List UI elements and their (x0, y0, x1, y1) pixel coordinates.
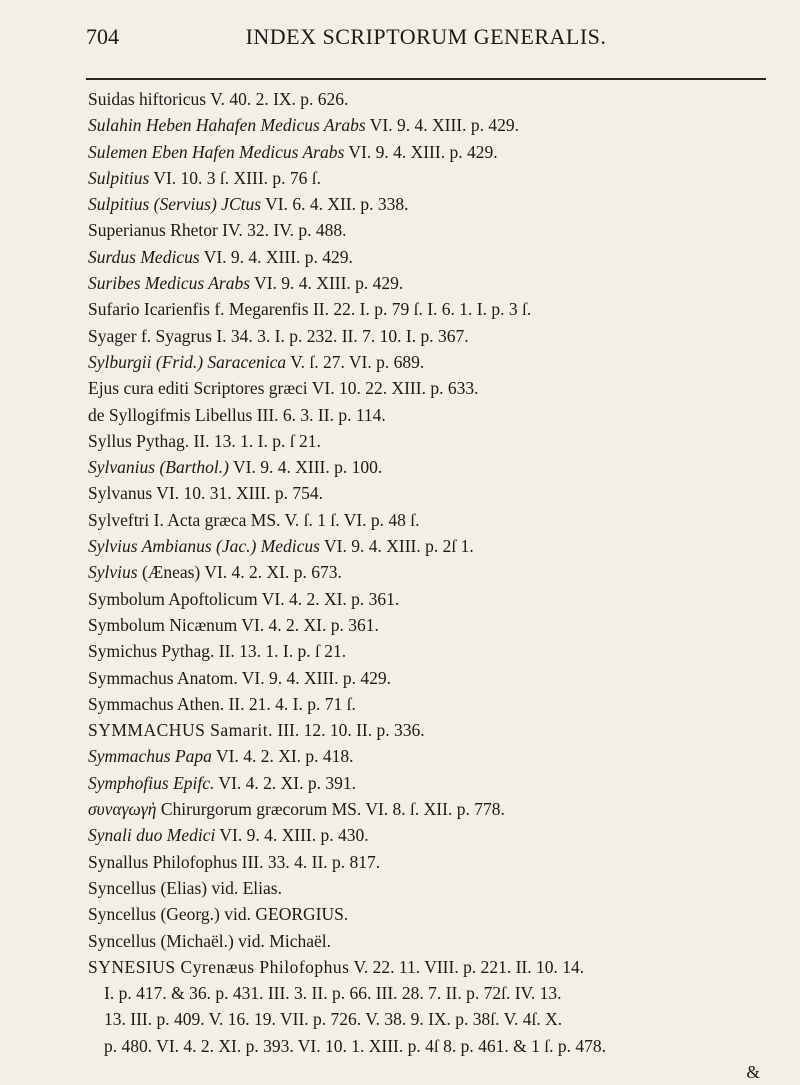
entry-references: & (746, 1061, 760, 1082)
index-entries (88, 86, 788, 1085)
index-entry (88, 665, 788, 691)
entry-name: Symichus Pythag. (88, 641, 215, 662)
entry-name: Symbolum Apoftolicum (88, 588, 258, 609)
entry-references: V. 22. 11. VIII. p. 221. II. 10. 14. (349, 956, 585, 977)
index-entry (88, 217, 788, 243)
entry-references: VI. 9. 4. XIII. p. 429. (344, 141, 498, 162)
entry-name: Synali duo Medici (88, 825, 216, 846)
entry-name: Ejus cura editi Scriptores græci (88, 378, 308, 399)
entry-name: Syncellus (88, 877, 157, 898)
entry-name: Symmachus Papa (88, 746, 212, 767)
index-entry (88, 586, 788, 612)
entry-references: VI. 9. 4. XIII. p. 2ſ 1. (319, 536, 474, 557)
entry-name: Symmachus Anatom. (88, 667, 238, 688)
index-entry (88, 849, 788, 875)
entry-name: Symbolum Nicænum (88, 614, 238, 635)
entry-references: (Georg.) vid. GEORGIUS. (156, 904, 349, 925)
entry-references: IV. 32. IV. p. 488. (217, 220, 347, 241)
entry-references: VI. 9. 4. XIII. p. 429. (365, 115, 519, 136)
entry-references: (Elias) vid. Elias. (156, 877, 282, 898)
entry-name: Sylburgii (Frid.) Saracenica (88, 351, 287, 372)
index-entry (88, 296, 788, 322)
index-entry (88, 770, 788, 796)
entry-name: Syncellus (88, 904, 157, 925)
entry-name: Suidas hiftoricus (88, 89, 207, 109)
index-entry (88, 375, 788, 401)
entry-name: Synallus Philofophus (88, 851, 238, 872)
index-entry (88, 875, 788, 901)
index-entry (88, 480, 788, 506)
entry-references: II. 22. I. p. 79 ſ. I. 6. 1. I. p. 3 ſ. (308, 299, 532, 320)
index-entry (88, 717, 788, 743)
entry-name: Sylvanus (88, 483, 153, 504)
index-entry (88, 612, 788, 638)
index-entry-continuation (88, 980, 788, 1006)
index-entry (88, 796, 788, 822)
entry-references: VI. 9. 4. XIII. p. 429. (237, 667, 391, 688)
index-entry-continuation (88, 1033, 788, 1059)
entry-references: III. 33. 4. II. p. 817. (237, 851, 381, 872)
entry-references: VI. 4. 2. XI. p. 361. (257, 588, 400, 609)
entry-name: Symmachus Athen. (88, 693, 225, 714)
entry-references: VI. 4. 2. XI. p. 418. (211, 746, 354, 767)
entry-references: V. 40. 2. IX. p. 626. (206, 89, 349, 109)
entry-references: III. 6. 3. II. p. 114. (252, 404, 386, 425)
index-entry (88, 402, 788, 428)
entry-references: VI. 10. 31. XIII. p. 754. (152, 483, 323, 504)
index-entry (88, 323, 788, 349)
index-entry (88, 901, 788, 927)
index-entry (88, 638, 788, 664)
index-entry (88, 822, 788, 848)
index-entry (88, 244, 788, 270)
entry-name: de Syllogifmis Libellus (88, 404, 253, 425)
entry-name: SYMMACHUS Samarit. (88, 720, 273, 741)
entry-references: V. ſ. 27. VI. p. 689. (286, 351, 425, 372)
entry-references: VI. 10. 22. XIII. p. 633. (307, 378, 479, 399)
entry-name: Sufario Icarienfis f. Megarenfis (88, 299, 309, 320)
header-rule (86, 78, 766, 80)
index-entry (88, 428, 788, 454)
entry-name: Syllus Pythag. (88, 430, 190, 451)
entry-name: Sylvanius (Barthol.) (88, 457, 229, 478)
entry-references: (Michaël.) vid. Michaël. (156, 930, 332, 951)
entry-references: VI. 4. 2. XI. p. 361. (237, 614, 379, 635)
entry-name: Sylvius Ambianus (Jac.) Medicus (88, 536, 320, 557)
entry-references: Chirurgorum græcorum MS. VI. 8. ſ. XII. p. 778. (156, 799, 505, 820)
entry-name: συναγωγὴ (88, 799, 157, 820)
index-entry (88, 928, 788, 954)
index-entry (88, 139, 788, 165)
page-number: 704 (86, 24, 119, 49)
entry-references: VI. 9. 4. XIII. p. 429. (199, 246, 353, 267)
index-entry (88, 165, 788, 191)
index-entry (88, 954, 788, 980)
entry-name: Sulemen Eben Hafen Medicus Arabs (88, 141, 345, 162)
index-entry-continuation (88, 1059, 788, 1085)
entry-references: I. p. 417. & 36. p. 431. III. 3. II. p. 66. III. 28. 7. II. p. 72ſ. IV. 13. (104, 983, 562, 1004)
entry-name: Syager f. Syagrus (88, 325, 212, 346)
entry-name: Symphofius Epifc. (88, 772, 215, 793)
entry-references: (Æneas) VI. 4. 2. XI. p. 673. (137, 562, 342, 583)
index-entry (88, 691, 788, 717)
entry-references: VI. 9. 4. XIII. p. 430. (215, 825, 369, 846)
entry-name: SYNESIUS Cyrenæus Philofophus (88, 956, 350, 977)
running-head: INDEX SCRIPTORUM GENERALIS. (245, 24, 607, 49)
entry-references: II. 21. 4. I. p. 71 ſ. (224, 693, 356, 714)
entry-name: Syncellus (88, 930, 157, 951)
index-entry (88, 507, 788, 533)
entry-name: Sylveftri I. Acta græca MS. (88, 509, 281, 530)
entry-name: Superianus Rhetor (88, 220, 218, 241)
entry-references: I. 34. 3. I. p. 232. II. 7. 10. I. p. 367. (211, 325, 469, 346)
page-header (86, 16, 766, 56)
index-entry (88, 349, 788, 375)
entry-name: Surdus Medicus (88, 246, 200, 267)
entry-references: II. 13. 1. I. p. ſ 21. (214, 641, 347, 662)
index-entry-continuation (88, 1006, 788, 1032)
entry-references: p. 480. VI. 4. 2. XI. p. 393. VI. 10. 1. XIII. p. 4ſ 8. p. 461. & 1 ſ. p. 478. (104, 1035, 606, 1056)
entry-name: Sylvius (88, 562, 138, 583)
index-entry (88, 112, 788, 138)
entry-name: Sulpitius (88, 167, 150, 188)
index-entry (88, 559, 788, 585)
entry-references: VI. 9. 4. XIII. p. 429. (250, 273, 404, 294)
entry-references: II. 13. 1. I. p. ſ 21. (189, 430, 321, 451)
entry-references: VI. 9. 4. XIII. p. 100. (228, 457, 383, 478)
entry-references: VI. 6. 4. XII. p. 338. (261, 194, 409, 215)
index-entry (88, 743, 788, 769)
entry-references: VI. 10. 3 ſ. XIII. p. 76 ſ. (149, 167, 322, 188)
entry-name: Suribes Medicus Arabs (88, 273, 251, 294)
entry-references: III. 12. 10. II. p. 336. (273, 720, 425, 741)
entry-references: VI. 4. 2. XI. p. 391. (214, 772, 356, 793)
entry-references: 13. III. p. 409. V. 16. 19. VII. p. 726. V. 38. 9. IX. p. 38ſ. V. 4ſ. X. (104, 1009, 563, 1030)
entry-name: Sulpitius (Servius) JCtus (88, 194, 262, 215)
entry-references: V. ſ. 1 ſ. VI. p. 48 ſ. (280, 509, 420, 530)
index-entry (88, 86, 788, 112)
index-entry (88, 270, 788, 296)
index-entry (88, 454, 788, 480)
index-entry (88, 191, 788, 217)
entry-name: Sulahin Heben Hahafen Medicus Arabs (88, 115, 366, 136)
index-entry (88, 533, 788, 559)
